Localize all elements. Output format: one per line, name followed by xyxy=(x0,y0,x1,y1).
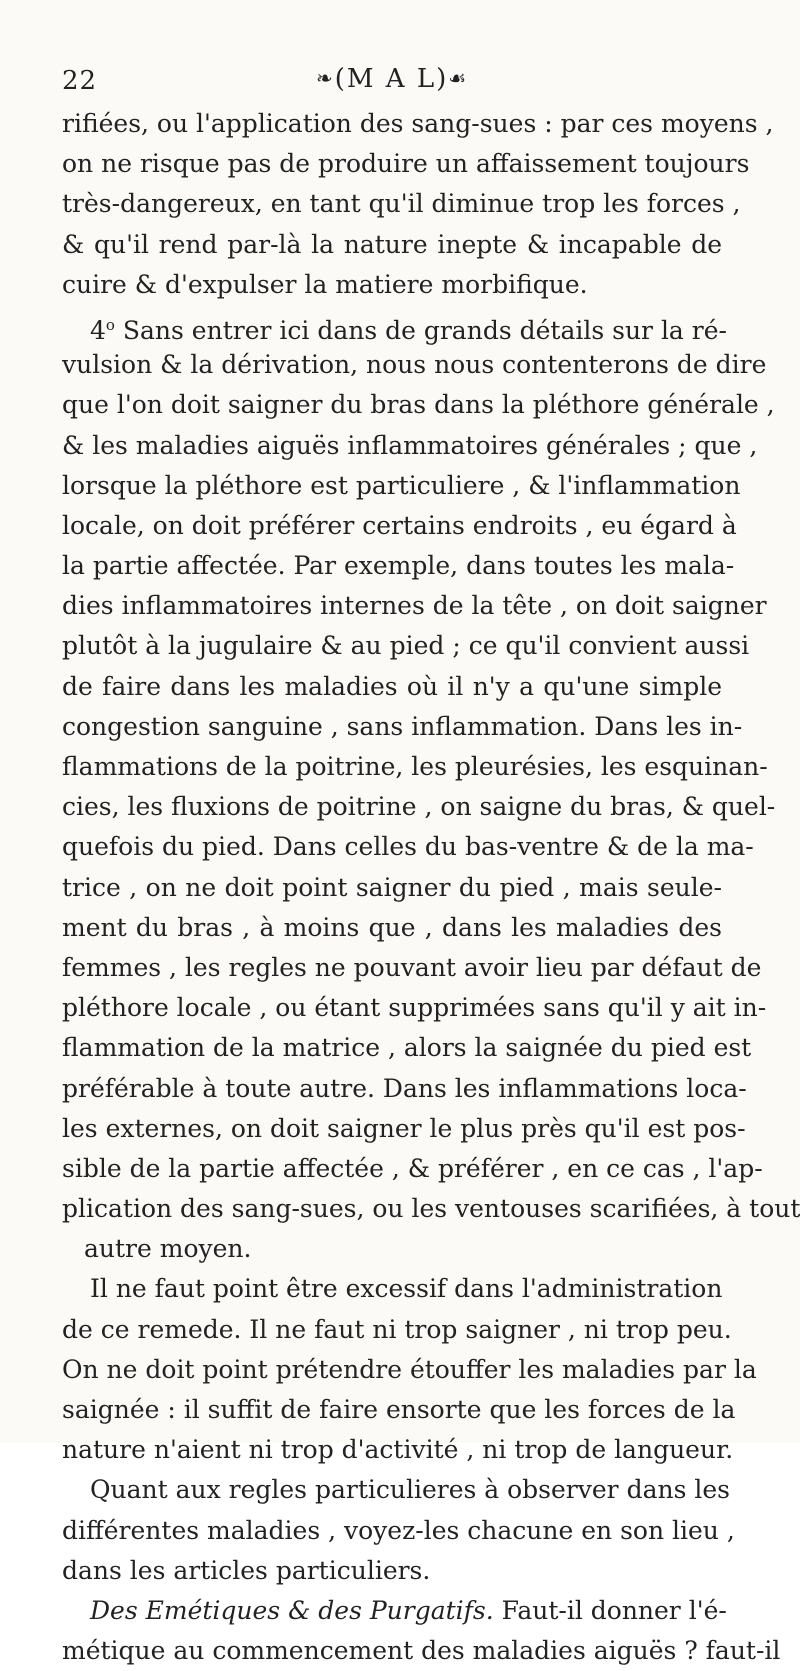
running-head-paren-close: ) xyxy=(436,64,449,94)
text-line: la partie affectée. Par exemple, dans toutes les mala- xyxy=(62,551,735,581)
text-line: saignée : il suffit de faire ensorte que les forces de la xyxy=(62,1395,736,1424)
text-line: flammations de la poitrine, les pleurésies, les esquinan- xyxy=(62,752,768,781)
section-heading: Des Emétiques & des Purgatifs. xyxy=(90,1595,494,1625)
text-line: cies, les fluxions de poitrine , on saigne du bras, & quel- xyxy=(62,792,776,822)
text-line: métique au commencement des maladies aiguës ? faut-il xyxy=(62,1636,781,1666)
text-line: différentes maladies , voyez-les chacune en son lieu , xyxy=(62,1515,735,1545)
fleuron-left-icon: ❧ xyxy=(316,66,335,90)
paragraph-number-suffix: o xyxy=(105,315,115,334)
text-line: flammation de la matrice , alors la saignée du pied est xyxy=(62,1033,752,1063)
text-line: que l'on doit saigner du bras dans la pléthore générale , xyxy=(62,390,775,420)
text-line: trice , on ne doit point saigner du pied , mais seule- xyxy=(62,872,722,902)
text-line: femmes , les regles ne pouvant avoir lieu par défaut de xyxy=(62,952,762,982)
page-header xyxy=(62,60,712,100)
text-line: préférable à toute autre. Dans les inflammations loca- xyxy=(62,1073,747,1103)
text-line: On ne doit point prétendre étouffer les maladies par la xyxy=(62,1354,757,1384)
text-line: Quant aux regles particulieres à observer dans les xyxy=(90,1475,730,1505)
running-head xyxy=(316,64,468,94)
text-line: locale, on doit préférer certains endroits , eu égard à xyxy=(62,510,737,540)
body-text xyxy=(62,104,800,1671)
text-line: ment du bras , à moins que , dans les maladies des xyxy=(62,912,722,942)
text-line: pléthore locale , ou étant supprimées sans qu'il y ait in- xyxy=(62,993,767,1023)
running-head-title: M A L xyxy=(346,64,437,94)
text-line: dies inflammatoires internes de la tête , on doit saigner xyxy=(62,591,767,621)
text-line: dans les articles particuliers. xyxy=(62,1555,431,1585)
running-head-paren-open: ( xyxy=(334,64,347,94)
text-line: congestion sanguine , sans inflammation. Dans les in- xyxy=(62,711,743,741)
text-line: de faire dans les maladies où il n'y a qu'une simple xyxy=(62,671,722,701)
text-line: cuire & d'expulser la matiere morbifique. xyxy=(62,269,588,299)
text-line: & les maladies aiguës inflammatoires générales ; que , xyxy=(62,430,758,460)
text-line xyxy=(62,1591,727,1631)
text-line: Il ne faut point être excessif dans l'administration xyxy=(90,1274,723,1304)
text-line: très-dangereux, en tant qu'il diminue trop les forces , xyxy=(62,189,741,219)
text-line: lorsque la pléthore est particuliere , & l'inflammation xyxy=(62,470,741,500)
fleuron-right-icon: ☙ xyxy=(448,66,469,90)
text-line: de ce remede. Il ne faut ni trop saigner , ni trop peu. xyxy=(62,1314,732,1344)
text-line: vulsion & la dérivation, nous nous contenterons de dire xyxy=(62,350,767,380)
text-line: rifiées, ou l'application des sang-sues : par ces moyens , xyxy=(62,109,774,138)
text-line: sible de la partie affectée , & préférer , en ce cas , l'ap- xyxy=(62,1153,763,1183)
page-number: 22 xyxy=(62,66,98,96)
text-line-content: Faut-il donner l'é- xyxy=(501,1595,727,1625)
text-line: plutôt à la jugulaire & au pied ; ce qu'il convient aussi xyxy=(62,631,750,661)
paragraph-number: 4 xyxy=(90,315,106,345)
text-line: on ne risque pas de produire un affaissement toujours xyxy=(62,149,750,179)
text-line: autre moyen. xyxy=(84,1234,252,1264)
text-line: nature n'aient ni trop d'activité , ni trop de langueur. xyxy=(62,1435,734,1465)
text-line: les externes, on doit saigner le plus près qu'il est pos- xyxy=(62,1113,746,1143)
text-line: plication des sang-sues, ou les ventouses scarifiées, à tout xyxy=(62,1194,800,1224)
text-line: & qu'il rend par-là la nature inepte & incapable de xyxy=(62,229,722,259)
text-line: quefois du pied. Dans celles du bas-ventre & de la ma- xyxy=(62,832,754,862)
text-line-content: Sans entrer ici dans de grands détails sur la ré- xyxy=(122,315,727,345)
text-line xyxy=(62,305,727,345)
